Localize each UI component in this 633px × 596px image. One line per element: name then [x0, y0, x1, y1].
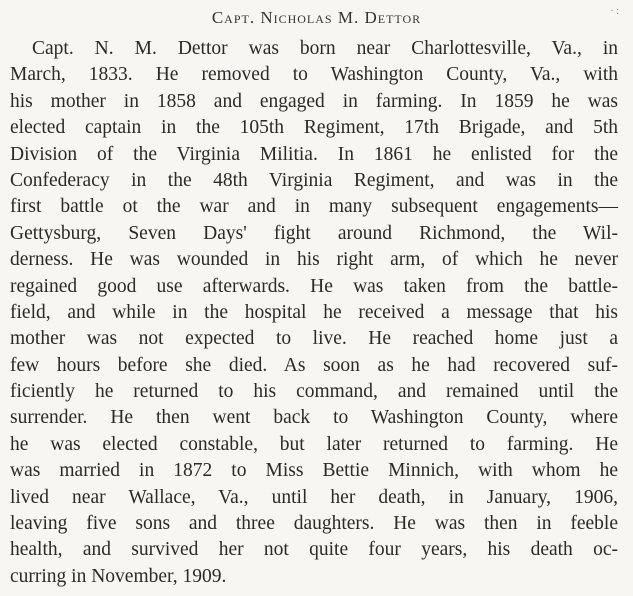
body-line: Confederacy in the 48th Virginia Regiment, and was in the	[10, 169, 618, 191]
body-line: his mother in 1858 and engaged in farming. In 1859 he was	[10, 90, 618, 112]
body-line: health, and survived her not quite four years, his death oc-	[10, 539, 618, 561]
body-line: Gettysburg, Seven Days' fight around Richmond, the Wil-	[10, 222, 618, 244]
body-line: derness. He was wounded in his right arm, of which he never	[10, 249, 618, 271]
body-line: regained good use afterwards. He was taken from the battle-	[10, 275, 618, 297]
body-line: curring in November, 1909.	[10, 565, 227, 587]
body-line: Division of the Virginia Militia. In 1861 he enlisted for the	[10, 143, 618, 165]
body-line: few hours before she died. As soon as he had recovered suf-	[10, 354, 618, 376]
body-line: March, 1833. He removed to Washington County, Va., with	[10, 64, 618, 86]
scan-speck-marks: · :	[610, 6, 619, 17]
body-line: Capt. N. M. Dettor was born near Charlottesville, Va., in	[32, 38, 618, 59]
body-line: first battle ot the war and in many subsequent engagements—	[10, 196, 618, 218]
body-line: ficiently he returned to his command, and remained until the	[10, 381, 618, 403]
body-line: field, and while in the hospital he received a message that his	[10, 301, 618, 323]
body-line: was married in 1872 to Miss Bettie Minnich, with whom he	[10, 460, 618, 482]
body-line: leaving five sons and three daughters. He was then in feeble	[10, 513, 618, 535]
body-line: surrender. He then went back to Washington County, where	[10, 407, 618, 429]
body-line: lived near Wallace, Va., until her death, in January, 1906,	[10, 486, 618, 508]
article-body	[10, 36, 618, 590]
body-line: he was elected constable, but later returned to farming. He	[10, 433, 618, 455]
body-line: elected captain in the 105th Regiment, 17th Brigade, and 5th	[10, 117, 618, 139]
body-line: mother was not expected to live. He reached home just a	[10, 328, 618, 350]
article-title: Capt. Nicholas M. Dettor	[211, 8, 422, 27]
